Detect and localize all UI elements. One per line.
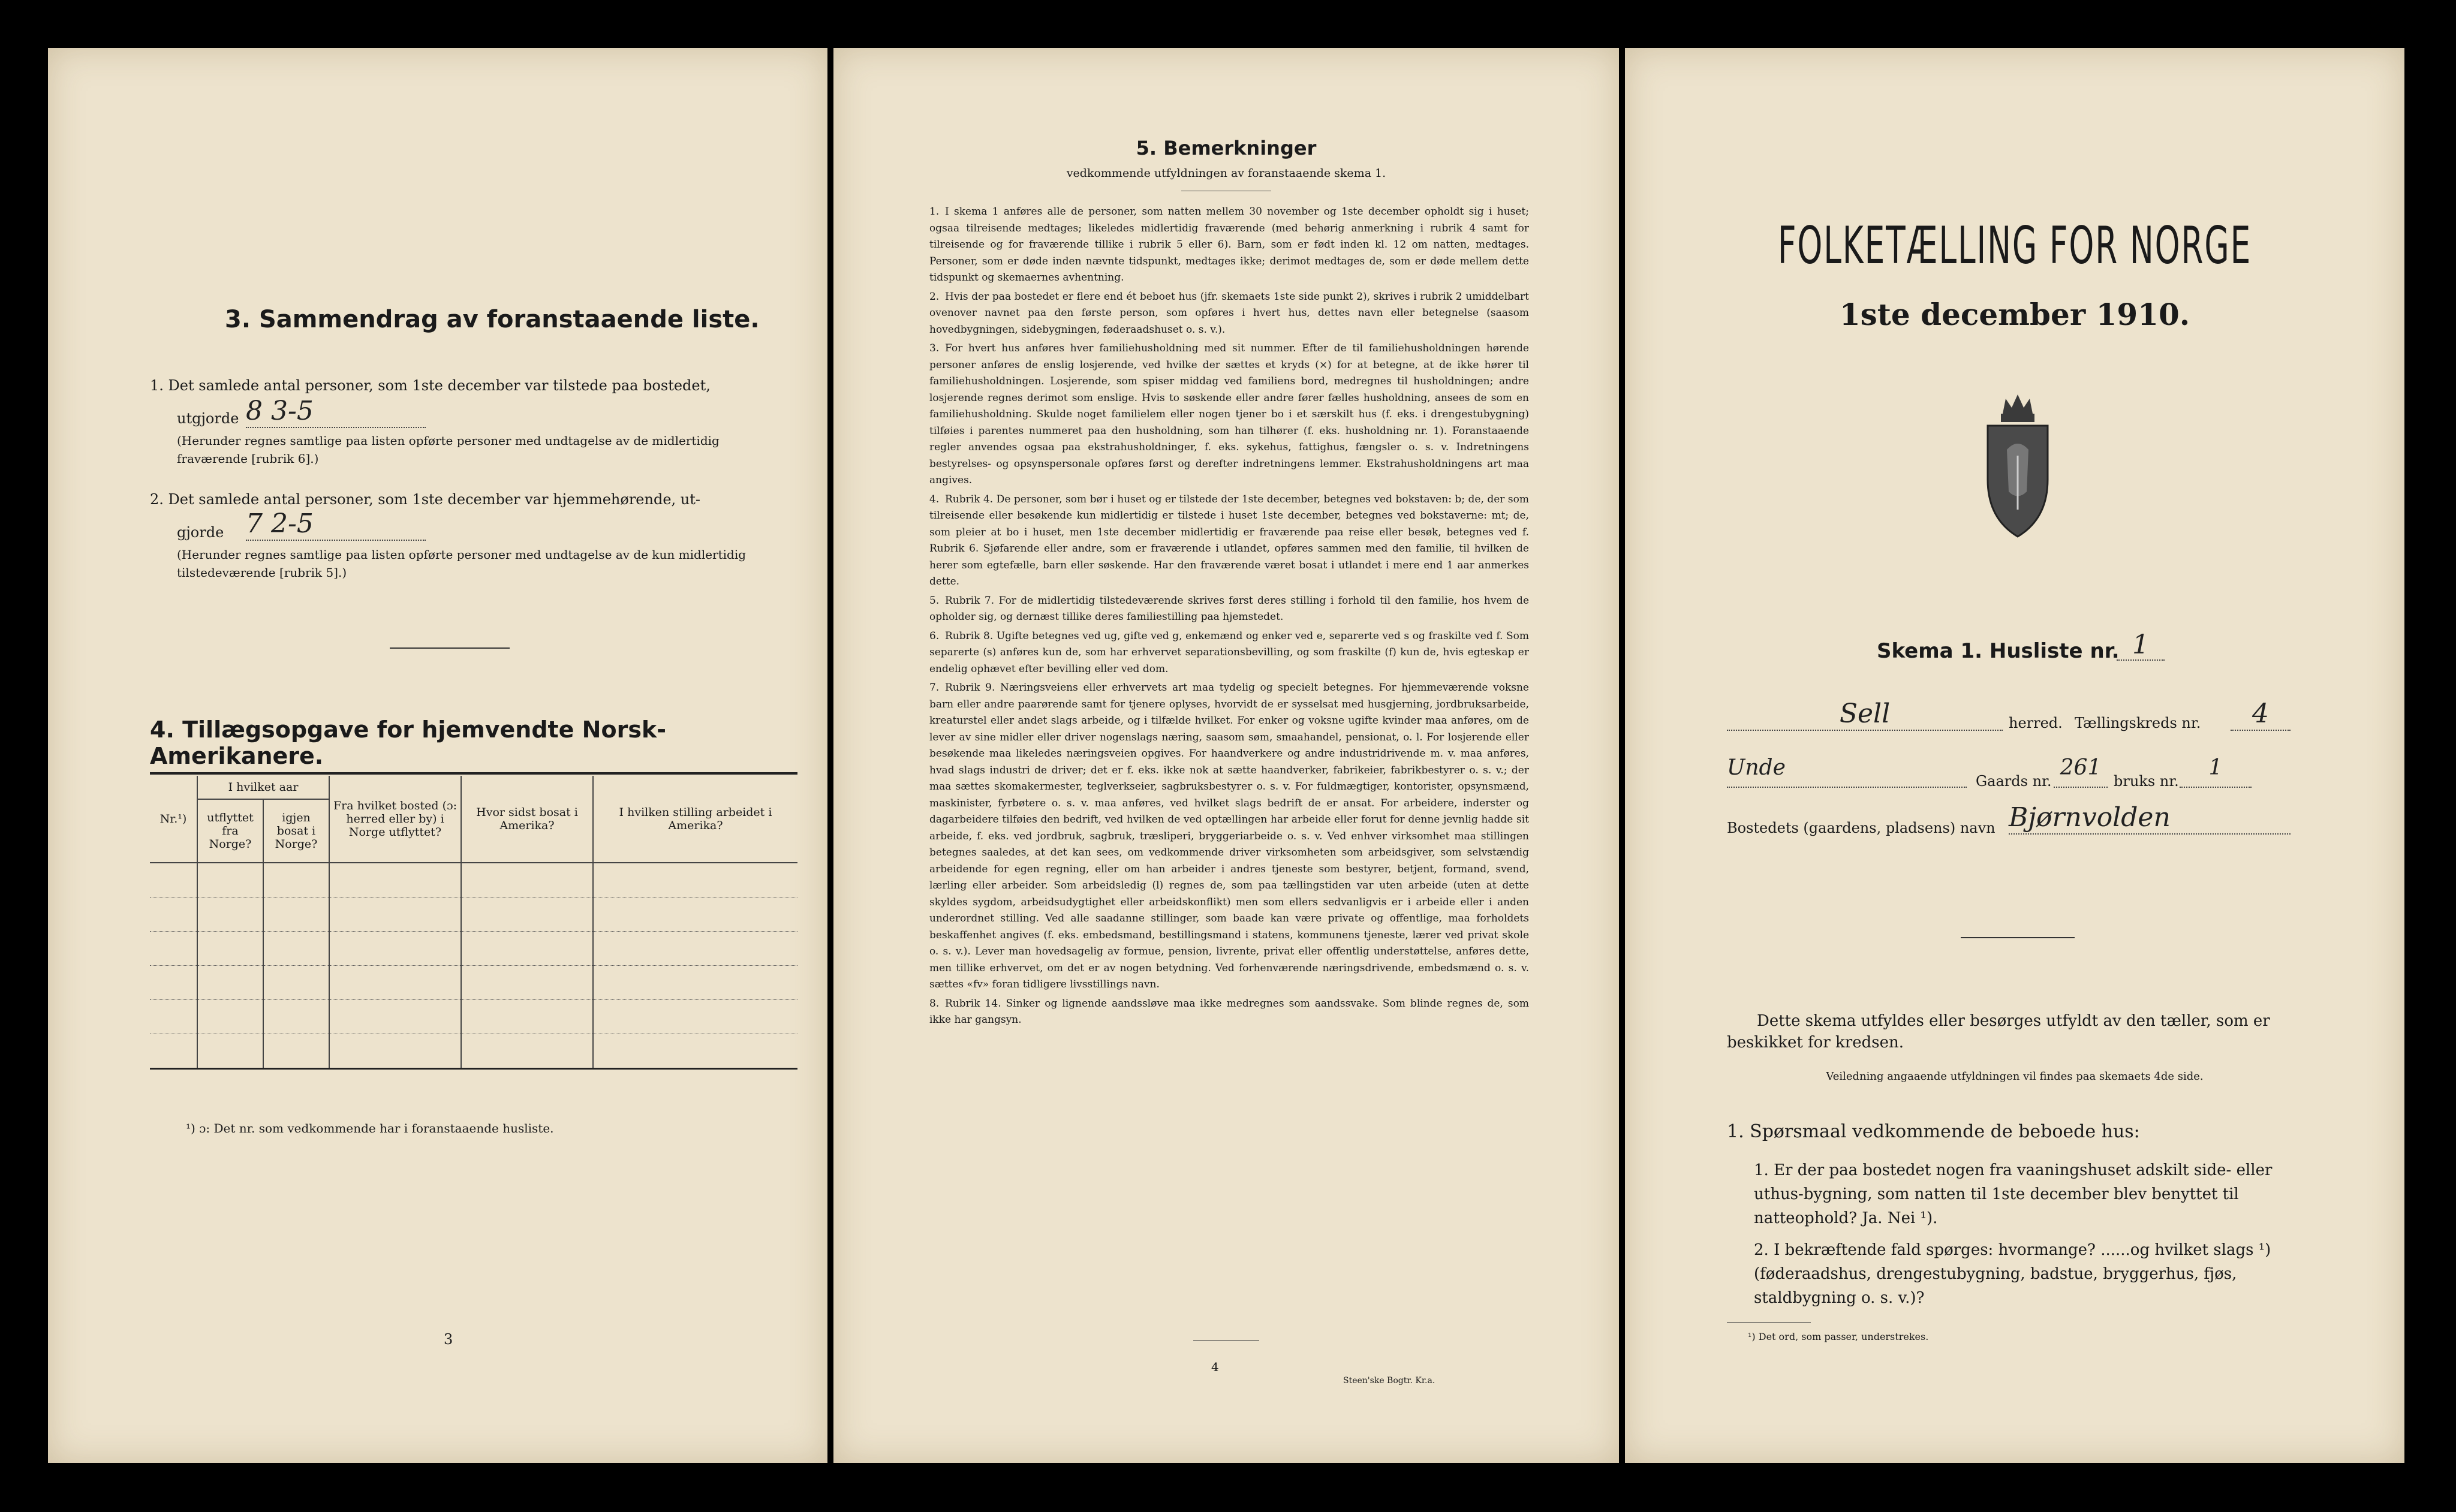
coat-of-arms-icon [1970, 390, 2066, 546]
remark-paragraph [929, 593, 1529, 626]
remark-text: Rubrik 4. De personer, som bør i huset og er tilstede der 1ste december, betegnes ved bokstaven: b; de, der som tilreisende eller besøkende kun midlertidig er tilstede i huset 1ste december, betegnes ved bokstaverne: mt; de, som pleier at bo i huset, men 1ste december midlertidig er fraværende paa reise eller besøk, betegnes ved f. Rubrik 6. Sjøfarende eller andre, som er fraværende i utlandet, opføres sammen med den familie, til hvilken de herer som egtefælle, barn eller søskende. Har den fraværende været bosat i utlandet i mere end 1 aar anmerkes dette. [929, 493, 1529, 588]
summary-item2-note: (Herunder regnes samtlige paa listen opførte personer med undtagelse av de kun midlertidig tilstedeværende [rubrik 5].) [177, 547, 747, 580]
remark-paragraph [929, 628, 1529, 678]
remark-number: 5. [929, 594, 940, 607]
col-group: I hvilket aar [197, 776, 329, 799]
gaard-label: Gaards nr. [1976, 773, 2052, 790]
bruk-value: 1 [2208, 755, 2223, 780]
summary-item2-text: 2. Det samlede antal personer, som 1ste december var hjemmehørende, ut- [150, 491, 700, 508]
table-row [150, 932, 797, 966]
form-title: FOLKETÆLLING FOR NORGE [1777, 216, 2252, 276]
remark-number: 7. [929, 682, 940, 694]
bosted-field [2009, 802, 2291, 835]
page-number: 3 [444, 1331, 453, 1348]
supplement-table [150, 776, 797, 1070]
remark-paragraph [929, 680, 1529, 993]
kreds-value: 4 [2252, 698, 2269, 729]
summary-item1-note: (Herunder regnes samtlige paa listen opførte personer med undtagelse av de midlertidig fraværende [rubrik 6].) [177, 433, 720, 466]
page-left [48, 48, 827, 1463]
summary-item2-prefix: gjorde [177, 524, 224, 541]
divider-ornament [1961, 937, 2075, 938]
remark-number: 1. [929, 206, 940, 218]
col-job: I hvilken stilling arbeidet i Amerika? [593, 776, 797, 863]
table-row [150, 966, 797, 1000]
summary-item1-value: 8 3-5 [246, 396, 314, 426]
kreds-label: Tællingskreds nr. [2075, 715, 2201, 731]
table-top-rule [150, 772, 797, 775]
remark-text: I skema 1 anføres alle de personer, som natten mellem 30 november og 1ste december opholdt sig i huset; ogsaa tilreisende medtages; likeledes midlertidig fraværende (med behørig anmerkning i rubrik 4 samt for tilreisende og for fraværende tillike i rubrik 5 eller 6). Barn, som er født inden kl. 12 om natten, medtages. Personer, som er døde inden nævnte tidspunkt, medtages ikke; derimot medtages de, som er døde mellem dette tidspunkt og skemaernes avhentning. [929, 206, 1529, 284]
table-row [150, 1034, 797, 1069]
supplement-heading: 4. Tillægsopgave for hjemvendte Norsk-Amerikanere. [150, 716, 666, 769]
bruk-label: bruks nr. [2114, 773, 2179, 790]
form-footnote: ¹) Det ord, som passer, understrekes. [1748, 1331, 1929, 1342]
remark-number: 8. [929, 997, 940, 1010]
page-right [1625, 48, 2404, 1463]
remark-number: 3. [929, 342, 940, 354]
question-heading: 1. Spørsmaal vedkommende de beboede hus: [1727, 1121, 2140, 1142]
remarks-subheading: vedkommende utfyldningen av foranstaaende skema 1. [1066, 167, 1386, 180]
gaard-field [2054, 755, 2108, 788]
remark-paragraph [929, 289, 1529, 339]
form-date: 1ste december 1910. [1839, 297, 2190, 332]
remark-text: Rubrik 8. Ugifte betegnes ved ug, gifte ved g, enkemænd og enker ved e, separerte ved s og fraskilte ved f. Som separerte (s) anføres kun de, som har erhvervet separationsbevilling, og som fraskilte (f) kun de, hvis egteskap er endelig ophævet efter bevilling eller ved dom. [929, 630, 1529, 675]
remark-paragraph [929, 996, 1529, 1029]
bruk-field [2180, 755, 2252, 788]
schema-value: 1 [2132, 630, 2149, 660]
remark-text: Rubrik 9. Næringsveiens eller erhvervets art maa tydelig og specielt betegnes. For hjemmeværende voksne barn eller andre paarørende samt for tjenere oplyses, hvorvidt de er sysselsat med husgjerning, jordbruksarbeide, kreaturstel eller andet slags arbeide, og i tilfælde hvilket. For enker og voksne ugifte kvinder maa anføres, om de lever av sine midler eller driver nogenslags næring, saasom søm, smaahandel, pensionat, o. l. For losjerende eller besøkende maa likeledes næringsveien opgives. For haandverkere og andre industridrivende m. v. maa anføres, hvad slags industri de driver; det er f. eks. ikke nok at sætte haandverker, fabrikeier, fabrikbestyrer o. s. v.; der maa sættes skomakermester, teglverkseier, sagbruksbestyrer o. s. v. For fuldmægtiger, kontorister, opsynsmænd, maskinister, fyrbøtere o. s. v. maa anføres, ved hvilket slags bedrift de er ansat. For arbeidere, inderster og dagarbeidere tilføies den bedrift, ved hvilken de ved optællingen har arbeide eller forut for denne jevnlig hadde sit arbeide, f. eks. ved jordbruk, sagbruk, træsliperi, bryggeriarbeide o. s. v. Ved enhver virksomhet maa stillingen betegnes saaledes, at det kan sees, om vedkommende driver virksomheten som arbeidsgiver, som selvstændig arbeidende for egen regning, eller om han arbeider i andres tjeneste som bestyrer, betjent, formand, svend, lærling eller arbeider. Som arbeidsledig (l) regnes de, som paa tællingstiden var uten arbeide (uten at dette skyldes sygdom, arbeidsudygtighet eller arbeidskonflikt) men som ellers sedvanligvis er i arbeide eller i anden underordnet stilling. Ved alle saadanne stillinger, som baade kan være private og offentlige, maa forholdets beskaffenhet angives (f. eks. embedsmand, bestillingsmand i statens, kommunens tjeneste, lærer ved privat skole o. s. v.). Lever man hovedsagelig av formue, pension, livrente, privat eller offentlig understøttelse, anføres dette, men tillike erhvervet, om det er av nogen betydning. Ved forhenværende næringsdrivende, embedsmænd o. s. v. sættes «fv» foran tidligere livsstillings navn. [929, 682, 1529, 990]
kreds-field [2231, 698, 2291, 731]
remark-number: 6. [929, 630, 940, 642]
summary-item1-text: 1. Det samlede antal personer, som 1ste december var tilstede paa bostedet, [150, 377, 711, 394]
gaard-name-field [1727, 755, 1967, 788]
summary-heading: 3. Sammendrag av foranstaaende liste. [225, 306, 760, 333]
summary-item1-prefix: utgjorde [177, 410, 239, 427]
intro-text: Dette skema utfyldes eller besørges utfyldt av den tæller, som er beskikket for kredsen. [1727, 1012, 2270, 1052]
col-returned: igjen bosat i Norge? [263, 799, 329, 863]
question-2: 2. I bekræftende fald spørges: hvormange? ......og hvilket slags ¹) (føderaadshus, drengestubygning, badstue, bryggerhus, fjøs, staldbygning o. s. v.)? [1754, 1241, 2271, 1307]
divider [1193, 1340, 1259, 1341]
remark-text: Rubrik 14. Sinker og lignende aandssløve maa ikke medregnes som aandssvake. Som blinde regnes de, som ikke har gangsyn. [929, 997, 1529, 1026]
remark-text: Hvis der paa bostedet er flere end ét beboet hus (jfr. skemaets 1ste side punkt 2), skrives i rubrik 2 umiddelbart ovenover navnet paa den første person, som opføres i hvert hus, dettes navn eller betegnelse (saasom hovedbygningen, sidebygningen, føderaadshuset o. s. v.). [929, 290, 1529, 336]
herred-field [1727, 698, 2003, 731]
remark-text: For hvert hus anføres hver familiehusholdning med sit nummer. Efter de til familiehusholdningen hørende personer anføres de enslig losjerende, ved hvilke der sættes et kryds (×) for at betegne, at de ikke hører til familiehusholdningen. Losjerende, som spiser middag ved familiens bord, medregnes til husholdningen; andre losjerende regnes derimot som enslige. Hvis to søskende eller andre fører fælles husholdning, ansees de som en familiehusholdning. Skulde noget familielem eller nogen tjener bo i et særskilt hus (f. eks. i drengestubygning) tilføies i parentes nummeret paa den husholdning, som han tilhører (f. eks. husholdning nr. 1). Foranstaaende regler anvendes ogsaa paa ekstrahusholdninger, f. eks. sykehus, fattighus, fængsler o. s. v. Indretningens bestyrelses- og opsynspersonale opføres først og derefter indretningens lemmer. Ekstrahusholdningens art maa angives. [929, 342, 1529, 486]
herred-value: Sell [1839, 698, 1891, 729]
summary-item2-value: 7 2-5 [246, 508, 314, 539]
table-row [150, 897, 797, 932]
remarks-heading: 5. Bemerkninger [1136, 137, 1317, 159]
bosted-label: Bostedets (gaardens, pladsens) navn [1727, 820, 1996, 836]
remark-paragraph [929, 492, 1529, 591]
printer-mark: Steen'ske Bogtr. Kr.a. [1343, 1376, 1435, 1386]
col-emigrated: utflyttet fra Norge? [197, 799, 263, 863]
remarks-list [929, 204, 1529, 1031]
schema-label: Skema 1. Husliste nr. [1877, 639, 2120, 663]
schema-field [2117, 630, 2165, 661]
remark-number: 2. [929, 290, 940, 303]
herred-label: herred. [2009, 715, 2063, 731]
col-from: Fra hvilket bosted (ɔ: herred eller by) i Norge utflyttet? [329, 776, 461, 863]
divider [390, 647, 510, 649]
page-middle [833, 48, 1619, 1463]
table-row [150, 1000, 797, 1034]
guidance-text: Veiledning angaaende utfyldningen vil findes paa skemaets 4de side. [1826, 1070, 2204, 1083]
gaard-value: 261 [2060, 755, 2102, 780]
bosted-value: Bjørnvolden [2009, 802, 2171, 833]
remark-text: Rubrik 7. For de midlertidig tilstedeværende skrives først deres stilling i forhold til den familie, hos hvem de opholder sig, og dernæst tillike deres familiestilling paa hjemstedet. [929, 594, 1529, 623]
summary-item2-field [246, 508, 426, 541]
table-row [150, 863, 797, 897]
remark-paragraph [929, 204, 1529, 287]
col-nr: Nr.¹) [150, 776, 197, 863]
col-where: Hvor sidst bosat i Amerika? [461, 776, 593, 863]
remark-number: 4. [929, 493, 940, 505]
summary-item1-field [246, 396, 426, 428]
divider [1727, 1322, 1811, 1323]
gaard-prefix: Unde [1727, 755, 1786, 780]
supplement-footnote: ¹) ɔ: Det nr. som vedkommende har i foranstaaende husliste. [186, 1121, 554, 1135]
question-1: 1. Er der paa bostedet nogen fra vaaningshuset adskilt side- eller uthus-bygning, som natten til 1ste december blev benyttet til natteophold? Ja. Nei ¹). [1754, 1161, 2273, 1227]
page-number: 4 [1211, 1360, 1219, 1374]
remark-paragraph [929, 341, 1529, 489]
